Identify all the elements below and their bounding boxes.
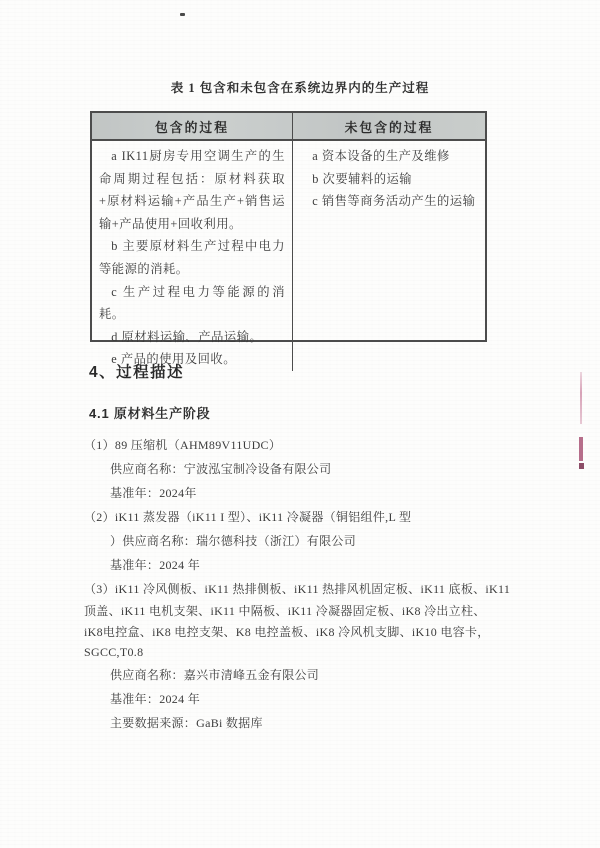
pink-scan-mark [580, 372, 582, 424]
included-item: b 主要原材料生产过程中电力等能源的消耗。 [99, 239, 285, 276]
body-line: iK8电控盒、iK8 电控支架、K8 电控盖板、iK8 冷风机支脚、iK10 电容卡， [84, 624, 490, 639]
body-line: （1）89 压缩机（AHM89V11UDC） [84, 438, 282, 452]
body-line: （2）iK11 蒸发器（iK11 I 型）、iK11 冷凝器（铜铝组件,L 型 [84, 510, 412, 524]
body-line: 基准年：2024 年 [110, 558, 201, 572]
excluded-item: b 次要辅料的运输 [312, 171, 413, 186]
excluded-item: c 销售等商务活动产生的运输 [312, 194, 476, 209]
table-body-row [92, 141, 485, 371]
included-processes-cell [92, 141, 293, 371]
body-line: 供应商名称：宁波泓宝制冷设备有限公司 [110, 462, 332, 476]
pink-scan-mark [579, 463, 584, 469]
system-boundary-table [90, 111, 487, 367]
body-line: ）供应商名称：瑞尔德科技（浙江）有限公司 [110, 534, 357, 548]
body-line: 主要数据来源：GaBi 数据库 [110, 715, 263, 730]
body-line: SGCC,T0.8 [84, 645, 144, 660]
body-line: 供应商名称：嘉兴市清峰五金有限公司 [110, 667, 320, 682]
pink-scan-mark [579, 437, 583, 461]
included-item: e 产品的使用及回收。 [111, 352, 237, 367]
included-item: d 原材料运输、产品运输。 [111, 329, 263, 344]
included-item: a IK11厨房专用空调生产的生命周期过程包括：原材料获取+原材料运输+产品生产+销售运输+产品使用+回收利用。 [99, 149, 285, 231]
ink-speck [180, 13, 185, 16]
subsection-heading: 4.1 原材料生产阶段 [89, 406, 211, 421]
body-line: （3）iK11 冷风侧板、iK11 热排侧板、iK11 热排风机固定板、iK11 底板、iK11 [84, 582, 511, 596]
excluded-item: a 资本设备的生产及维修 [312, 149, 450, 163]
header-cell-excluded: 未包含的过程 [344, 120, 434, 135]
header-cell-included: 包含的过程 [92, 113, 293, 139]
body-line: 顶盖、iK11 电机支架、iK11 中隔板、iK11 冷凝器固定板、iK8 冷出立柱、 [84, 604, 486, 618]
table-header-row [92, 113, 485, 141]
included-item: c 生产过程电力等能源的消耗。 [99, 284, 285, 322]
section-heading: 4、过程描述 [89, 364, 185, 381]
body-line: 基准年：2024 年 [110, 691, 201, 706]
body-line: 基准年：2024年 [110, 486, 197, 500]
body-text [84, 433, 524, 735]
table-caption: 表 1 包含和未包含在系统边界内的生产过程 [170, 81, 430, 95]
excluded-processes-cell [293, 141, 485, 371]
